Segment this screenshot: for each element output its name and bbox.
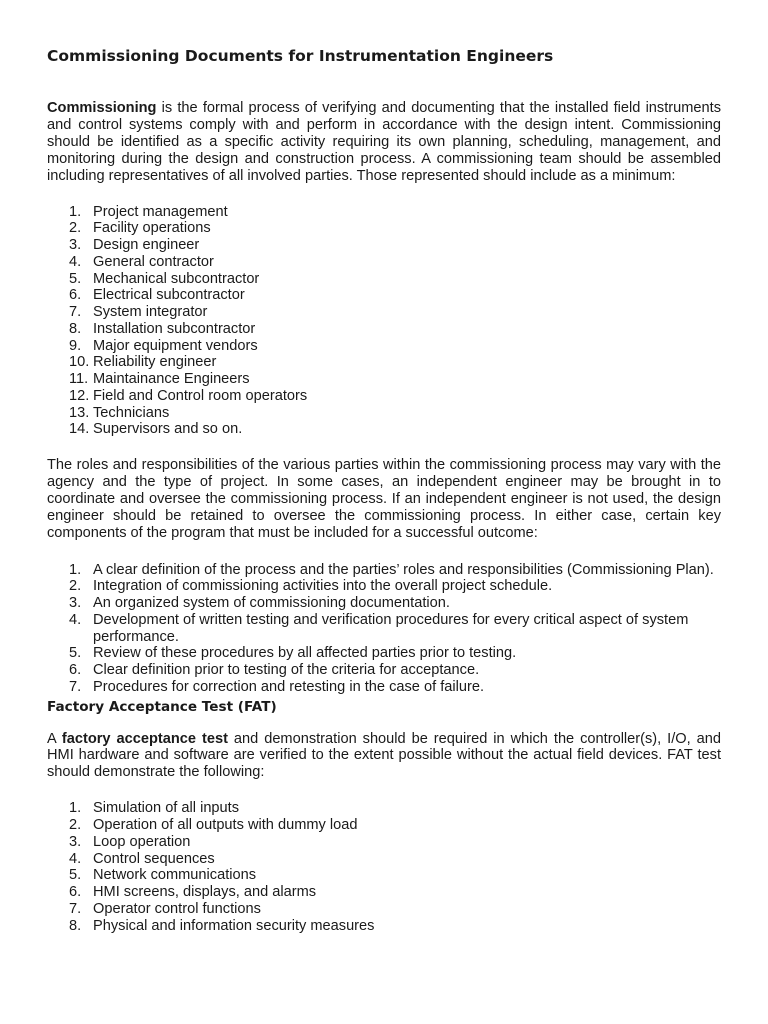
list-item-number: 5.	[69, 270, 82, 287]
list-item-text: Network communications	[93, 867, 257, 884]
list-item-number: 3.	[69, 833, 82, 850]
list-item-text: Installation subcontractor	[93, 320, 256, 337]
list-item-number: 13.	[69, 404, 90, 421]
list-item	[47, 204, 721, 221]
list-item-number: 7.	[69, 304, 82, 321]
list-item-text: Mechanical subcontractor	[93, 270, 260, 287]
list-item-number: 6.	[69, 662, 82, 679]
intro-paragraph	[47, 100, 721, 185]
list-item	[47, 918, 721, 935]
list-item-number: 4.	[69, 611, 82, 628]
list-item-text: Project management	[93, 203, 228, 220]
fat-lead: A	[47, 730, 62, 747]
list-item-text: Supervisors and so on.	[93, 421, 243, 438]
list-item-number: 3.	[69, 595, 82, 612]
page-title: Commissioning Documents for Instrumentation Engineers	[47, 47, 554, 65]
list-item	[47, 254, 721, 271]
list-item	[47, 578, 721, 595]
components-list	[47, 562, 721, 696]
list-item	[47, 834, 721, 851]
list-item	[47, 287, 721, 304]
team-list	[47, 204, 721, 439]
list-item	[47, 371, 721, 388]
list-item	[47, 901, 721, 918]
list-item	[47, 662, 721, 679]
list-item	[47, 421, 721, 438]
list-item-text: An organized system of commissioning documentation.	[93, 595, 450, 612]
list-item-number: 4.	[69, 850, 82, 867]
list-item-number: 2.	[69, 578, 82, 595]
list-item-text: Technicians	[93, 404, 170, 421]
list-item-text: Operation of all outputs with dummy load	[93, 817, 358, 834]
list-item-number: 5.	[69, 645, 82, 662]
list-item	[47, 220, 721, 237]
list-item	[47, 884, 721, 901]
list-item-number: 3.	[69, 237, 82, 254]
list-item-number: 7.	[69, 900, 82, 917]
intro-text: is the formal process of verifying and documenting that the installed field instruments and control systems comply with and perform in accordance with the design intent. Commissioning should be identified as a specific activity requiring its own planning, scheduling, management, and monitoring during the design and construction process. A commissioning team should be assembled including representatives of all involved parties. Those represented should include as a minimum:	[47, 100, 721, 184]
list-item-number: 1.	[69, 561, 82, 578]
roles-paragraph: The roles and responsibilities of the various parties within the commissioning process may vary with the agency and the type of project. In some cases, an independent engineer may be brought in to coordinate and oversee the commissioning process. If an independent engineer is not used, the design engineer should be retained to oversee the commissioning process. In either case, certain key components of the program that must be included for a successful outcome:	[47, 457, 721, 541]
list-item-text: Design engineer	[93, 237, 200, 254]
list-item-number: 5.	[69, 867, 82, 884]
list-item-text: General contractor	[93, 253, 214, 270]
list-item-text: Field and Control room operators	[93, 387, 308, 404]
fat-text: and demonstration should be required in which the controller(s), I/O, and HMI hardware and software are verified to the extent possible without the actual field devices. FAT test should demonstrate the following:	[47, 730, 722, 781]
list-item-text: Physical and information security measures	[93, 917, 375, 934]
list-item-text: Procedures for correction and retesting in the case of failure.	[93, 678, 484, 695]
list-item-text: System integrator	[93, 304, 208, 321]
list-item-text: Development of written testing and verification procedures for every critical aspect of system performance.	[93, 611, 689, 645]
list-item-text: Maintainance Engineers	[93, 371, 250, 388]
list-item-number: 6.	[69, 884, 82, 901]
fat-heading: Factory Acceptance Test (FAT)	[47, 698, 277, 715]
list-item	[47, 354, 721, 371]
list-item-text: Facility operations	[93, 220, 211, 237]
list-item	[47, 321, 721, 338]
list-item	[47, 612, 721, 646]
list-item	[47, 817, 721, 834]
list-item-number: 6.	[69, 287, 82, 304]
list-item-number: 7.	[69, 678, 82, 695]
list-item	[47, 800, 721, 817]
list-item-text: Clear definition prior to testing of the criteria for acceptance.	[93, 662, 480, 679]
list-item-text: Reliability engineer	[93, 354, 217, 371]
list-item-number: 1.	[69, 203, 82, 220]
list-item	[47, 388, 721, 405]
list-item-text: Major equipment vendors	[93, 337, 258, 354]
list-item	[47, 645, 721, 662]
list-item-text: Electrical subcontractor	[93, 287, 245, 304]
list-item-number: 10.	[69, 354, 90, 371]
fat-paragraph	[47, 731, 721, 782]
list-item-text: Operator control functions	[93, 900, 261, 917]
list-item	[47, 304, 721, 321]
list-item-number: 12.	[69, 387, 90, 404]
intro-bold-term: Commissioning	[47, 100, 157, 116]
list-item	[47, 237, 721, 254]
list-item-number: 1.	[69, 800, 82, 817]
list-item-text: HMI screens, displays, and alarms	[93, 884, 317, 901]
list-item-text: Integration of commissioning activities into the overall project schedule.	[93, 578, 553, 595]
list-item-number: 2.	[69, 817, 82, 834]
list-item-number: 4.	[69, 253, 82, 270]
list-item-text: Control sequences	[93, 850, 215, 867]
list-item-number: 9.	[69, 337, 82, 354]
list-item-number: 8.	[69, 917, 82, 934]
list-item-number: 2.	[69, 220, 82, 237]
list-item	[47, 851, 721, 868]
list-item-text: Simulation of all inputs	[93, 800, 240, 817]
list-item-number: 8.	[69, 320, 82, 337]
list-item-text: Loop operation	[93, 833, 191, 850]
list-item-number: 14.	[69, 421, 90, 438]
fat-bold-term: factory acceptance test	[61, 730, 228, 747]
list-item	[47, 271, 721, 288]
list-item-text: Review of these procedures by all affected parties prior to testing.	[93, 645, 517, 662]
list-item	[47, 867, 721, 884]
list-item	[47, 338, 721, 355]
list-item	[47, 595, 721, 612]
list-item-text: A clear definition of the process and the parties’ roles and responsibilities (Commissioning Plan).	[93, 561, 714, 578]
fat-list	[47, 800, 721, 934]
list-item-number: 11.	[69, 371, 89, 388]
list-item	[47, 679, 721, 696]
list-item	[47, 405, 721, 422]
list-item	[47, 562, 721, 579]
